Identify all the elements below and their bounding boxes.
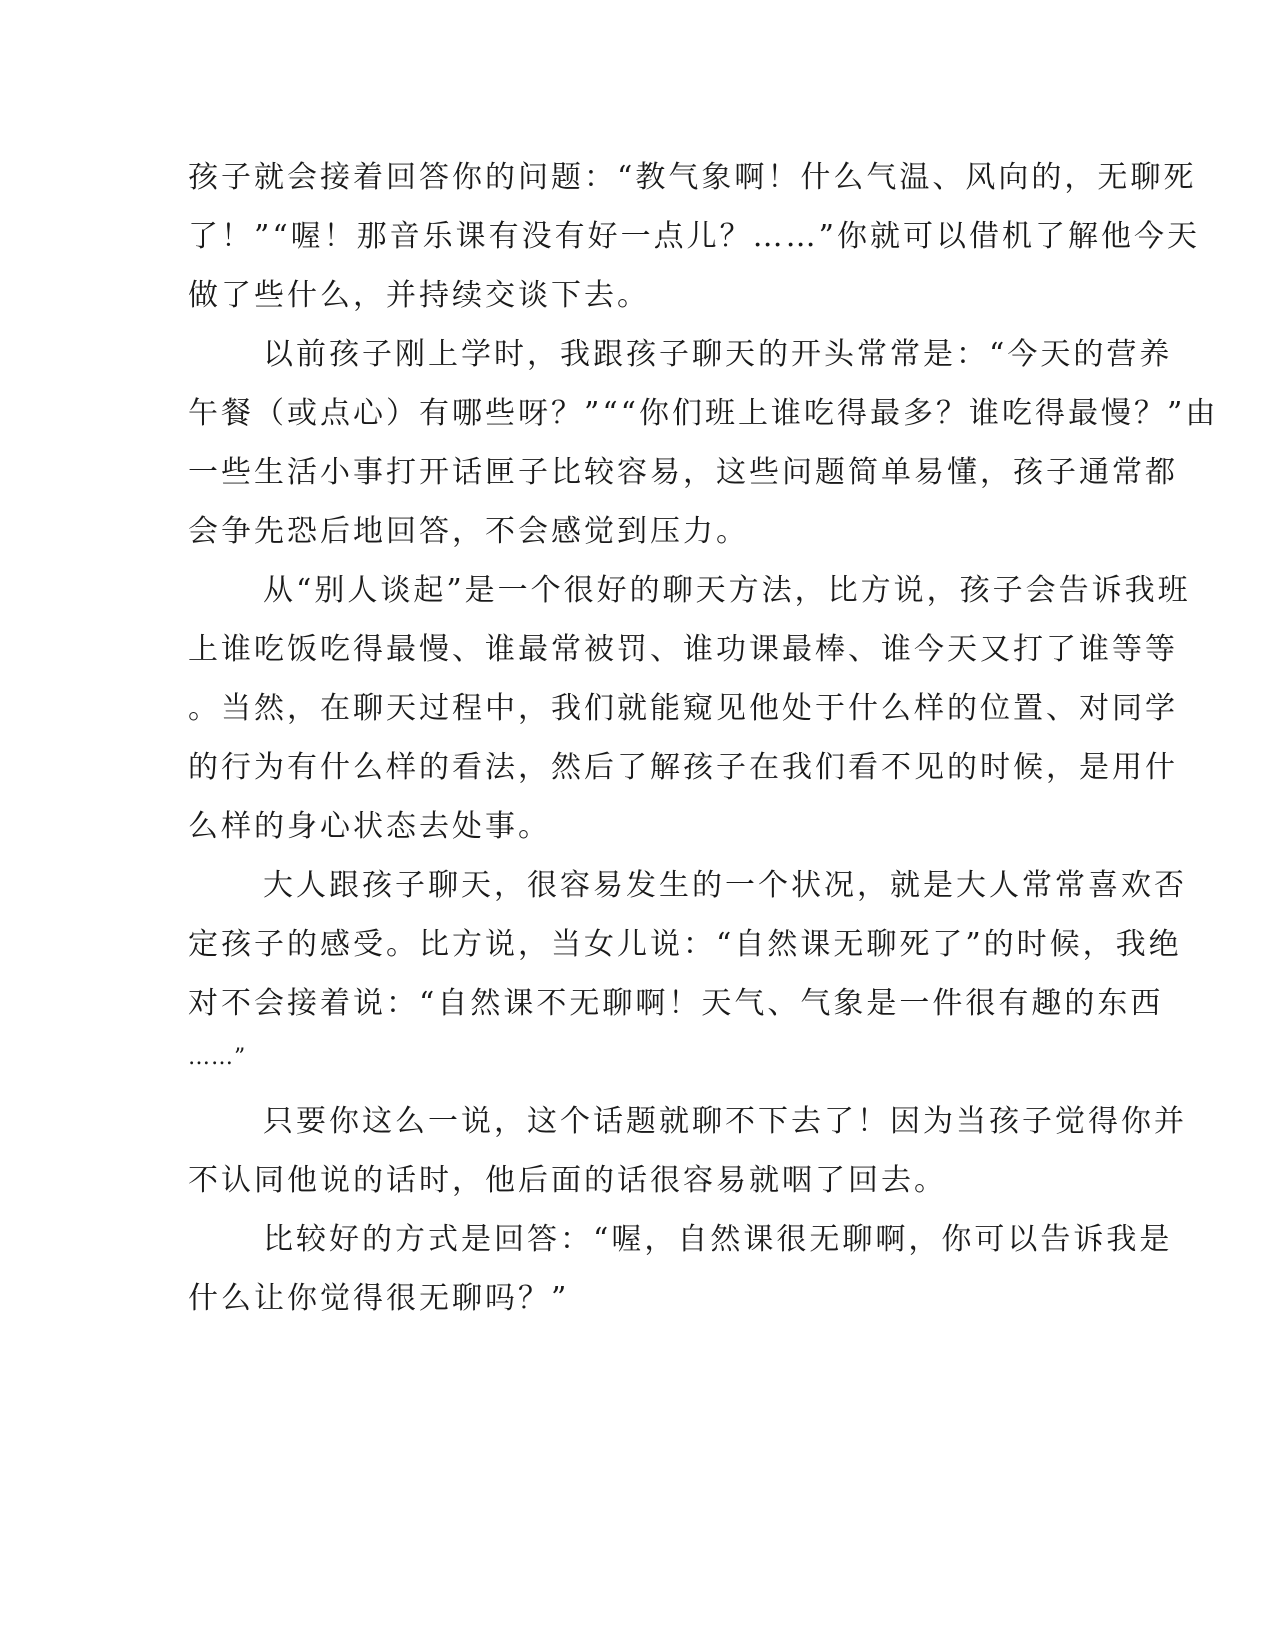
text-line: 对不会接着说：“自然课不无聊啊！天气、气象是一件很有趣的东西 [188,986,1164,1021]
text-line: 会争先恐后地回答，不会感觉到压力。 [188,514,749,549]
text-line: 定孩子的感受。比方说，当女儿说：“自然课无聊死了”的时候，我绝 [188,927,1182,962]
text-line: 孩子就会接着回答你的问题：“教气象啊！什么气温、风向的，无聊死 [188,160,1197,195]
text-line: 。当然，在聊天过程中，我们就能窥见他处于什么样的位置、对同学 [188,691,1178,726]
text-line: 不认同他说的话时，他后面的话很容易就咽了回去。 [188,1163,947,1198]
paragraph-first-line: 只要你这么一说，这个话题就聊不下去了！因为当孩子觉得你并 [263,1104,1187,1139]
text-line: 做了些什么，并持续交谈下去。 [188,278,650,313]
text-line: 的行为有什么样的看法，然后了解孩子在我们看不见的时候，是用什 [188,750,1178,785]
text-line: 了！”“喔！那音乐课有没有好一点儿？……”你就可以借机了解他今天 [188,219,1201,254]
text-line: 午餐（或点心）有哪些呀？”““你们班上谁吃得最多？谁吃得最慢？”由 [188,396,1219,431]
text-line: 么样的身心状态去处事。 [188,809,551,844]
text-line: 一些生活小事打开话匣子比较容易，这些问题简单易懂，孩子通常都 [188,455,1178,490]
paragraph-first-line: 以前孩子刚上学时，我跟孩子聊天的开头常常是：“今天的营养 [263,337,1173,372]
paragraph-first-line: 比较好的方式是回答：“喔，自然课很无聊啊，你可以告诉我是 [263,1222,1173,1257]
paragraph-first-line: 大人跟孩子聊天，很容易发生的一个状况，就是大人常常喜欢否 [263,868,1187,903]
paragraph-first-line: 从“别人谈起”是一个很好的聊天方法，比方说，孩子会告诉我班 [263,573,1191,608]
text-line: 上谁吃饭吃得最慢、谁最常被罚、谁功课最棒、谁今天又打了谁等等 [188,632,1178,667]
text-line: ……” [188,1045,247,1070]
text-line: 什么让你觉得很无聊吗？” [188,1281,570,1316]
